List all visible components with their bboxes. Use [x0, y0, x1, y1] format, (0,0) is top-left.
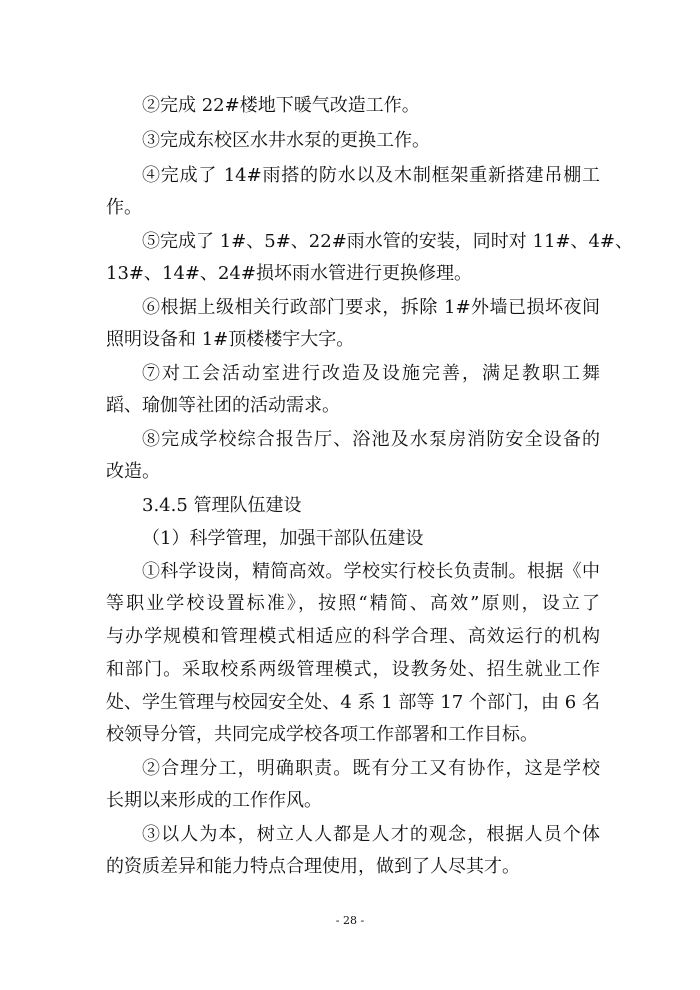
- item-4-continuation: 作。: [106, 197, 142, 218]
- paragraph-1-line-1: ①科学设岗，精简高效。学校实行校长负责制。根据《中: [142, 561, 600, 582]
- subsection-heading-1: （1）科学管理，加强干部队伍建设: [142, 528, 424, 549]
- paragraph-1-line-6: 校领导分管，共同完成学校各项工作部署和工作目标。: [106, 724, 538, 745]
- item-7-continuation: 蹈、瑜伽等社团的活动需求。: [106, 395, 340, 416]
- item-8-continuation: 改造。: [106, 461, 160, 482]
- paragraph-1-line-3: 与办学规模和管理模式相适应的科学合理、高效运行的机构: [106, 626, 600, 647]
- item-5-rain-pipe-installation: ⑤完成了 1#、5#、22#雨水管的安装，同时对 11#、4#、: [142, 231, 634, 252]
- paragraph-3-line-1: ③以人为本，树立人人都是人才的观念，根据人员个体: [142, 824, 600, 845]
- paragraph-3-line-2: 的资质差异和能力特点合理使用，做到了人尽其才。: [106, 856, 520, 877]
- item-6-continuation: 照明设备和 1#顶楼楼宇大字。: [106, 329, 355, 350]
- item-4-canopy-waterproofing: ④完成了 14#雨搭的防水以及木制框架重新搭建吊棚工: [142, 165, 600, 186]
- section-heading-3-4-5: 3.4.5 管理队伍建设: [142, 495, 302, 516]
- paragraph-1-line-4: 和部门。采取校系两级管理模式，设教务处、招生就业工作: [106, 659, 600, 680]
- paragraph-2-line-2: 长期以来形成的工作作风。: [106, 790, 322, 811]
- item-2-heating-renovation: ②完成 22#楼地下暖气改造工作。: [142, 95, 420, 116]
- item-7-activity-room: ⑦对工会活动室进行改造及设施完善，满足教职工舞: [142, 363, 600, 384]
- item-3-water-pump-replacement: ③完成东校区水井水泵的更换工作。: [142, 130, 430, 151]
- page-number: - 28 -: [335, 914, 365, 927]
- paragraph-1-line-2: 等职业学校设置标准》，按照“精简、高效”原则，设立了: [106, 593, 600, 614]
- paragraph-1-line-5: 处、学生管理与校园安全处、4 系 1 部等 17 个部门，由 6 名: [106, 692, 600, 713]
- item-6-lighting-removal: ⑥根据上级相关行政部门要求，拆除 1#外墙已损坏夜间: [142, 297, 600, 318]
- item-8-fire-safety: ⑧完成学校综合报告厅、浴池及水泵房消防安全设备的: [142, 429, 600, 450]
- paragraph-2-line-1: ②合理分工，明确职责。既有分工又有协作，这是学校: [142, 758, 600, 779]
- item-5-continuation: 13#、14#、24#损坏雨水管进行更换修理。: [106, 263, 472, 284]
